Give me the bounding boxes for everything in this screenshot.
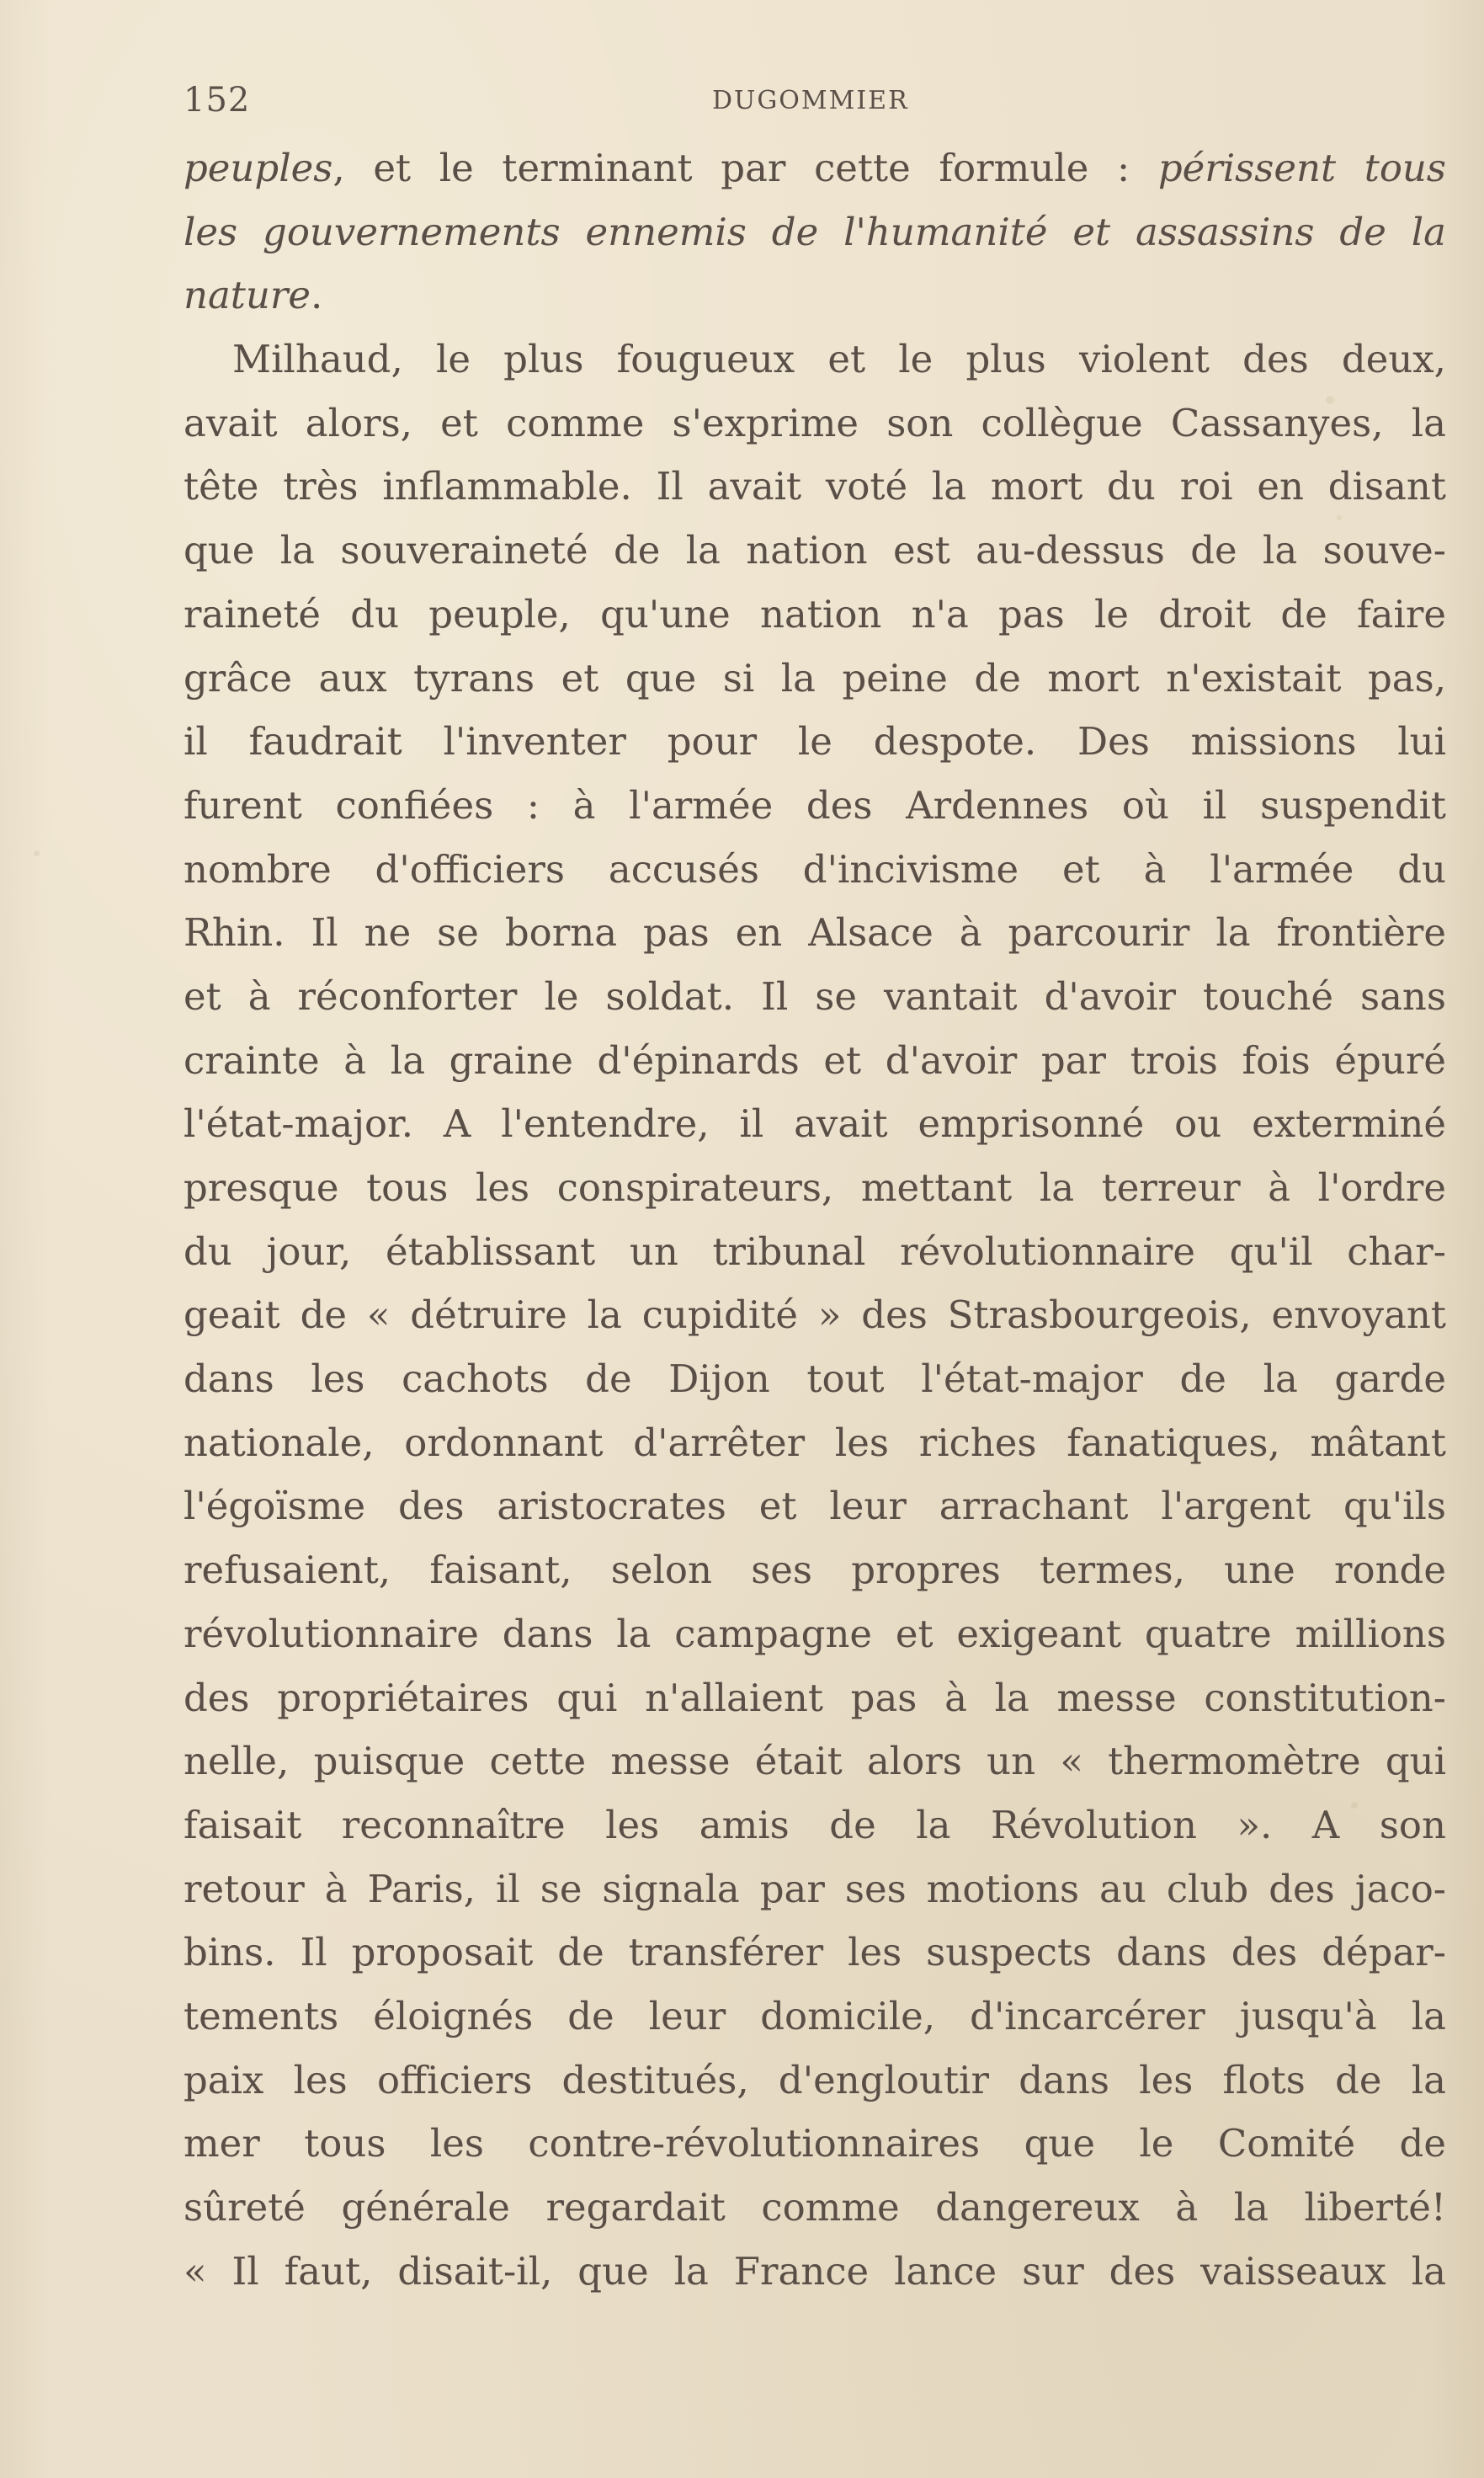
- text-line: des propriétaires qui n'allaient pas à la messe constitution-: [184, 1675, 1446, 1720]
- text-line: crainte à la graine d'épinards et d'avoir par trois fois épuré: [184, 1037, 1446, 1083]
- text-line: il faudrait l'inventer pour le despote. Des missions lui: [184, 719, 1446, 765]
- italic-text: nature: [184, 273, 311, 318]
- text-line: grâce aux tyrans et que si la peine de mort n'existait pas,: [184, 655, 1446, 701]
- italic-text: les gouvernements ennemis de l'humanité et assassins de la: [184, 209, 1446, 254]
- page-number: 152: [184, 81, 251, 120]
- text-line: que la souveraineté de la nation est au-dessus de la souve-: [184, 528, 1446, 573]
- text-line: et à réconforter le soldat. Il se vantait d'avoir touché sans: [184, 973, 1446, 1019]
- text-line: dans les cachots de Dijon tout l'état-major de la garde: [184, 1356, 1446, 1402]
- text-line: geait de « détruire la cupidité » des Strasbourgeois, envoyant: [184, 1292, 1446, 1338]
- text-line: l'égoïsme des aristocrates et leur arrachant l'argent qu'ils: [184, 1484, 1446, 1529]
- text-line: nationale, ordonnant d'arrêter les riches fanatiques, mâtant: [184, 1420, 1446, 1465]
- text-line: retour à Paris, il se signala par ses motions au club des jaco-: [184, 1866, 1446, 1911]
- text-line: « Il faut, disait-il, que la France lance sur des vaisseaux la: [184, 2248, 1446, 2294]
- text-line: l'état-major. A l'entendre, il avait emprisonné ou exterminé: [184, 1101, 1446, 1147]
- text-line: sûreté générale regardait comme dangereux à la liberté!: [184, 2185, 1446, 2230]
- italic-text: périssent tous: [1157, 146, 1446, 190]
- text-line: paix les officiers destitués, d'engloutir dans les flots de la: [184, 2057, 1446, 2102]
- text-line: presque tous les conspirateurs, mettant la terreur à l'ordre: [184, 1165, 1446, 1210]
- text-line: tements éloignés de leur domicile, d'incarcérer jusqu'à la: [184, 1993, 1446, 2038]
- text-line: faisait reconnaître les amis de la Révolution ». A son: [184, 1802, 1446, 1847]
- text-line: raineté du peuple, qu'une nation n'a pas le droit de faire: [184, 591, 1446, 637]
- text-line: Milhaud, le plus fougueux et le plus violent des deux,: [232, 337, 1446, 382]
- running-title: DUGOMMIER: [712, 86, 909, 115]
- text-line: avait alors, et comme s'exprime son collègue Cassanyes, la: [184, 400, 1446, 445]
- page-header: [184, 81, 1446, 128]
- text-line: du jour, établissant un tribunal révolutionnaire qu'il char-: [184, 1228, 1446, 1274]
- text-line: furent confiées : à l'armée des Ardennes où il suspendit: [184, 782, 1446, 828]
- text-line: nelle, puisque cette messe était alors un « thermomètre qui: [184, 1739, 1446, 1784]
- text-line: révolutionnaire dans la campagne et exigeant quatre millions: [184, 1611, 1446, 1656]
- text-line: nombre d'officiers accusés d'incivisme et à l'armée du: [184, 846, 1446, 892]
- body-text: [184, 136, 1446, 2303]
- text-line: bins. Il proposait de transférer les suspects dans des dépar-: [184, 1930, 1446, 1975]
- text-line: peuples, et le terminant par cette formule : périssent tous: [184, 146, 1446, 190]
- italic-text: peuples: [184, 146, 333, 190]
- text-line: tête très inflammable. Il avait voté la mort du roi en disant: [184, 464, 1446, 509]
- text-line: mer tous les contre-révolutionnaires que le Comité de: [184, 2121, 1446, 2166]
- text-line: nature.: [184, 273, 323, 318]
- text-line: [184, 200, 1446, 264]
- text-line: refusaient, faisant, selon ses propres termes, une ronde: [184, 1548, 1446, 1593]
- text-line: Rhin. Il ne se borna pas en Alsace à parcourir la frontière: [184, 910, 1446, 956]
